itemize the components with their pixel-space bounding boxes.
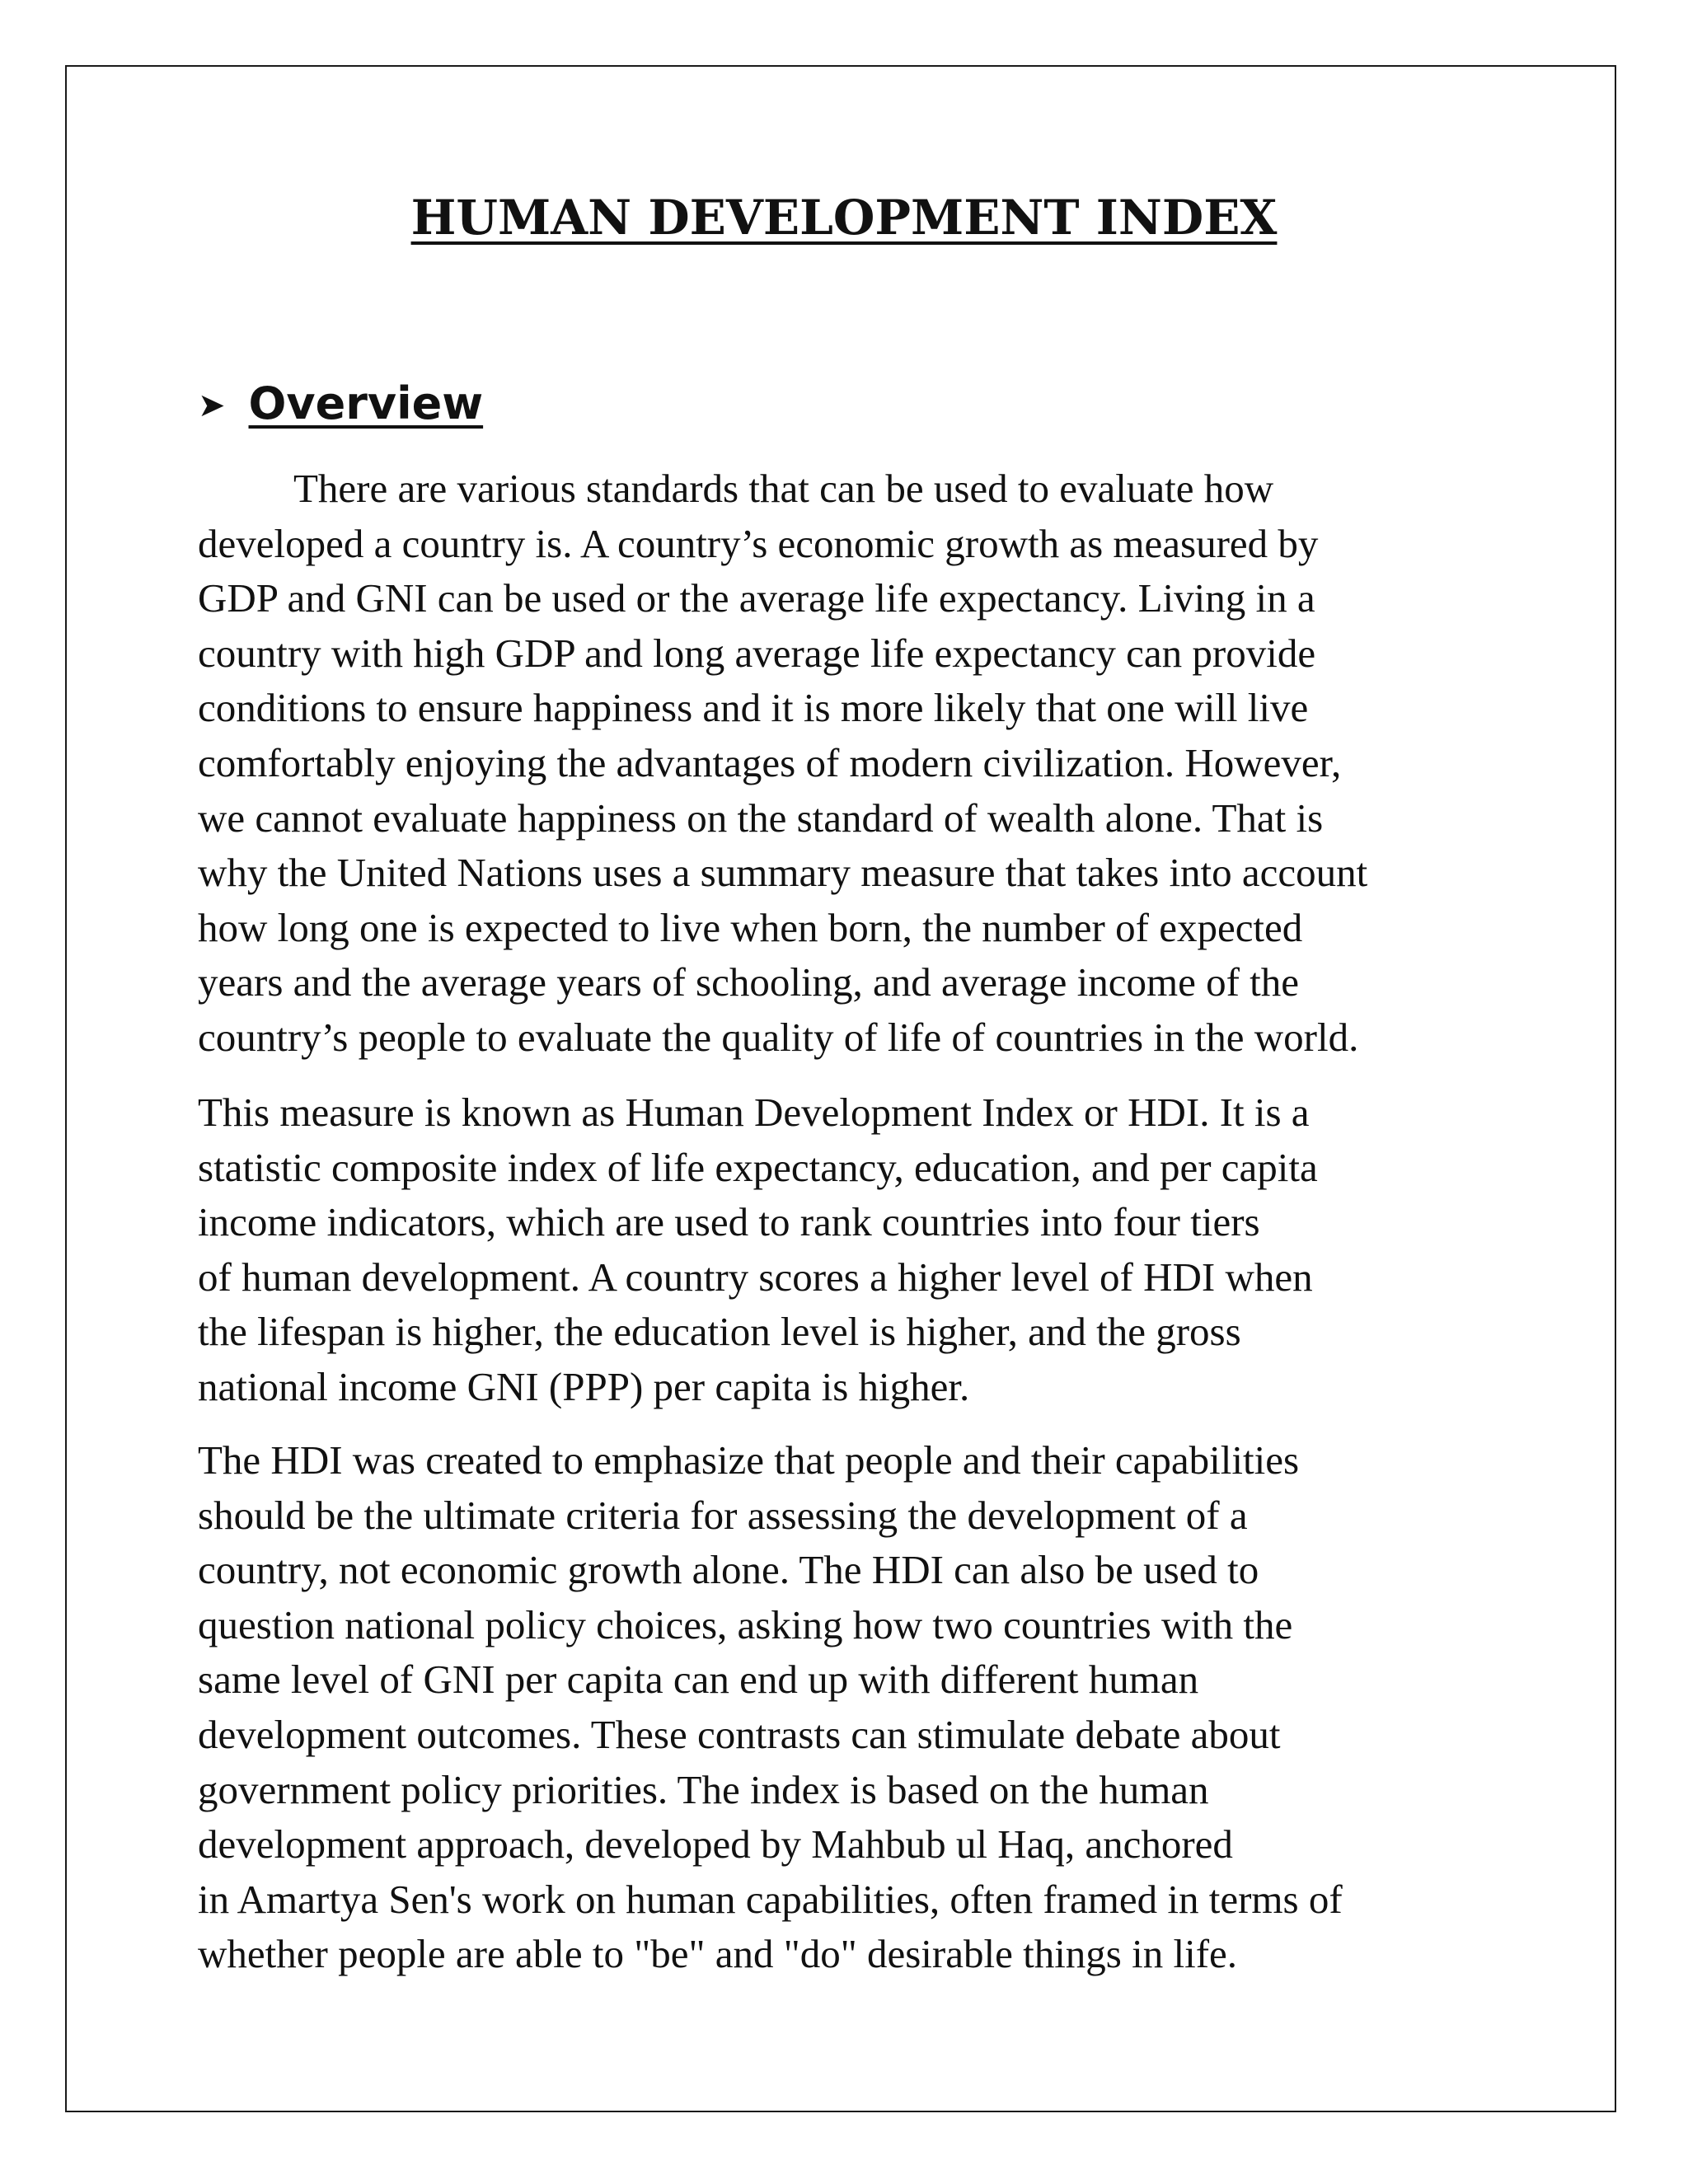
paragraph-line: The HDI was created to emphasize that people and their capabilities (198, 1437, 1300, 1483)
paragraph-line: country, not economic growth alone. The HDI can also be used to (198, 1547, 1259, 1593)
paragraph-line: GDP and GNI can be used or the average life expectancy. Living in a (198, 575, 1315, 621)
paragraph-line: developed a country is. A country’s economic growth as measured by (198, 520, 1319, 566)
paragraph-1 (198, 462, 1517, 1066)
section-heading (198, 377, 483, 429)
paragraph-line: national income GNI (PPP) per capita is higher. (198, 1363, 970, 1409)
paragraph-line: the lifespan is higher, the education level is higher, and the gross (198, 1309, 1241, 1355)
paragraph-line: why the United Nations uses a summary measure that takes into account (198, 850, 1368, 896)
paragraph-line: This measure is known as Human Development Index or HDI. It is a (198, 1090, 1310, 1135)
paragraph-line: conditions to ensure happiness and it is more likely that one will live (198, 685, 1309, 731)
paragraph-line: same level of GNI per capita can end up with different human (198, 1657, 1199, 1703)
paragraph-line: government policy priorities. The index is based on the human (198, 1766, 1209, 1812)
paragraph-line: how long one is expected to live when born, the number of expected (198, 904, 1303, 950)
paragraph-line: comfortably enjoying the advantages of modern civilization. However, (198, 739, 1342, 785)
paragraph-line: in Amartya Sen's work on human capabilities, often framed in terms of (198, 1876, 1343, 1922)
paragraph-line: income indicators, which are used to rank countries into four tiers (198, 1199, 1260, 1245)
page-title (0, 190, 1688, 246)
paragraph-line: There are various standards that can be used to evaluate how (293, 466, 1274, 511)
paragraph-line: whether people are able to "be" and "do" desirable things in life. (198, 1931, 1238, 1977)
paragraph-line: of human development. A country scores a higher level of HDI when (198, 1254, 1313, 1300)
section-heading-label: Overview (248, 377, 484, 429)
paragraph-line: we cannot evaluate happiness on the standard of wealth alone. That is (198, 794, 1324, 841)
paragraph-line: country with high GDP and long average life expectancy can provide (198, 630, 1316, 676)
arrowhead-bullet-icon: ➤ (198, 386, 226, 424)
paragraph-line: development outcomes. These contrasts can stimulate debate about (198, 1711, 1281, 1757)
paragraph-2 (198, 1085, 1517, 1415)
paragraph-line: statistic composite index of life expectancy, education, and per capita (198, 1144, 1318, 1190)
paragraph-line: should be the ultimate criteria for assessing the development of a (198, 1492, 1248, 1538)
paragraph-line: country’s people to evaluate the quality of life of countries in the world. (198, 1014, 1359, 1060)
paragraph-line: years and the average years of schooling, and average income of the (198, 959, 1300, 1005)
paragraph-line: question national policy choices, asking how two countries with the (198, 1601, 1293, 1647)
paragraph-line: development approach, developed by Mahbub ul Haq, anchored (198, 1821, 1233, 1868)
page-title-text: HUMAN DEVELOPMENT INDEX (410, 190, 1278, 246)
paragraph-3 (198, 1433, 1517, 1982)
